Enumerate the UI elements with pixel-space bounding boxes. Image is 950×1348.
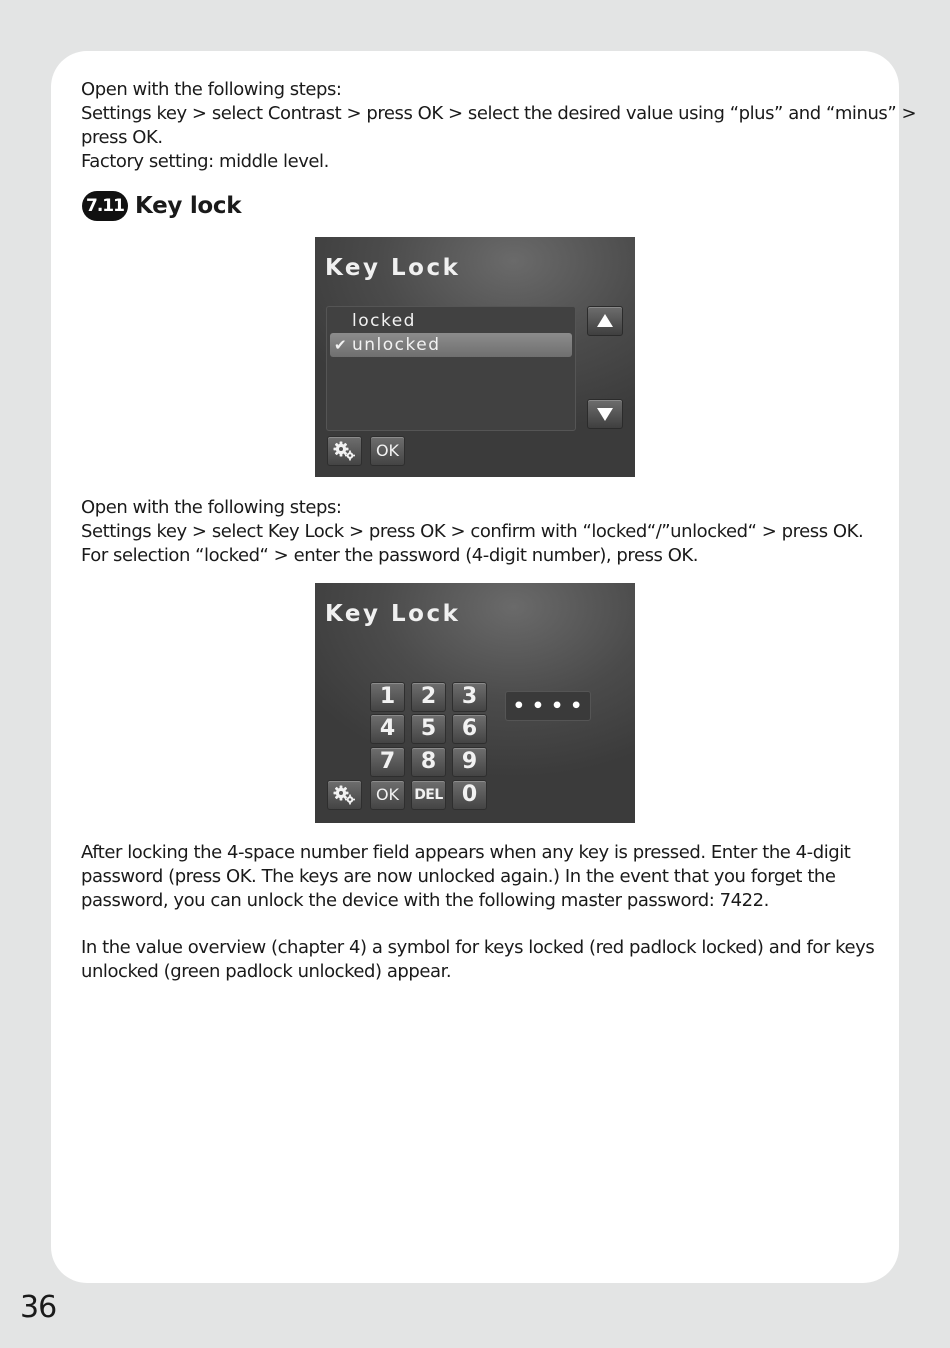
text-line: After locking the 4-space number field appears when any key is pressed. Enter the 4-digit [81, 842, 851, 863]
section-number-badge: 7.11 [82, 191, 128, 221]
key-7[interactable]: 7 [370, 747, 405, 777]
down-arrow-icon [597, 408, 613, 421]
text-line: password, you can unlock the device with the following master password: 7422. [81, 890, 769, 911]
up-arrow-icon [597, 314, 613, 327]
text-line: Open with the following steps: [81, 79, 342, 100]
settings-button[interactable] [327, 780, 362, 810]
option-unlocked[interactable] [330, 333, 572, 357]
text-line: Settings key > select Contrast > press OK > select the desired value using “plus” and “minus” > [81, 103, 917, 124]
key-4[interactable]: 4 [370, 714, 405, 744]
gear-icon [331, 784, 358, 806]
ok-button[interactable]: OK [370, 436, 405, 466]
key-1[interactable]: 1 [370, 682, 405, 712]
contrast-instructions [81, 78, 917, 174]
text-line: Open with the following steps: [81, 497, 342, 518]
text-line: In the value overview (chapter 4) a symbol for keys locked (red padlock locked) and for keys [81, 937, 875, 958]
settings-button[interactable] [327, 436, 362, 466]
page-number: 36 [20, 1290, 57, 1325]
unlock-instructions [81, 841, 881, 913]
key-lock-password-screen [315, 583, 635, 823]
screen-title: Key Lock [325, 601, 461, 627]
key-6[interactable]: 6 [452, 714, 487, 744]
text-line: press OK. [81, 127, 163, 148]
option-label: unlocked [352, 335, 441, 355]
ok-button[interactable]: OK [370, 780, 405, 810]
option-label: locked [352, 311, 416, 331]
section-title: Key lock [135, 193, 242, 219]
key-2[interactable]: 2 [411, 682, 446, 712]
checkmark-icon: ✔ [333, 336, 349, 354]
screen-title: Key Lock [325, 255, 461, 281]
scroll-down-button[interactable] [587, 399, 623, 429]
key-9[interactable]: 9 [452, 747, 487, 777]
option-list [326, 306, 576, 431]
option-locked[interactable] [330, 309, 572, 333]
text-line: For selection “locked“ > enter the password (4-digit number), press OK. [81, 545, 699, 566]
key-8[interactable]: 8 [411, 747, 446, 777]
text-line: unlocked (green padlock unlocked) appear. [81, 961, 452, 982]
password-field[interactable]: •••• [505, 691, 591, 721]
overview-note [81, 936, 881, 984]
section-heading [82, 190, 241, 222]
key-lock-instructions [81, 496, 881, 568]
key-5[interactable]: 5 [411, 714, 446, 744]
scroll-up-button[interactable] [587, 306, 623, 336]
key-0[interactable]: 0 [452, 780, 487, 810]
text-line: password (press OK. The keys are now unlocked again.) In the event that you forget the [81, 866, 836, 887]
key-3[interactable]: 3 [452, 682, 487, 712]
delete-button[interactable]: DEL [411, 780, 446, 810]
text-line: Settings key > select Key Lock > press OK > confirm with “locked“/”unlocked“ > press OK. [81, 521, 864, 542]
key-lock-select-screen [315, 237, 635, 477]
text-line: Factory setting: middle level. [81, 151, 329, 172]
gear-icon [331, 440, 358, 462]
